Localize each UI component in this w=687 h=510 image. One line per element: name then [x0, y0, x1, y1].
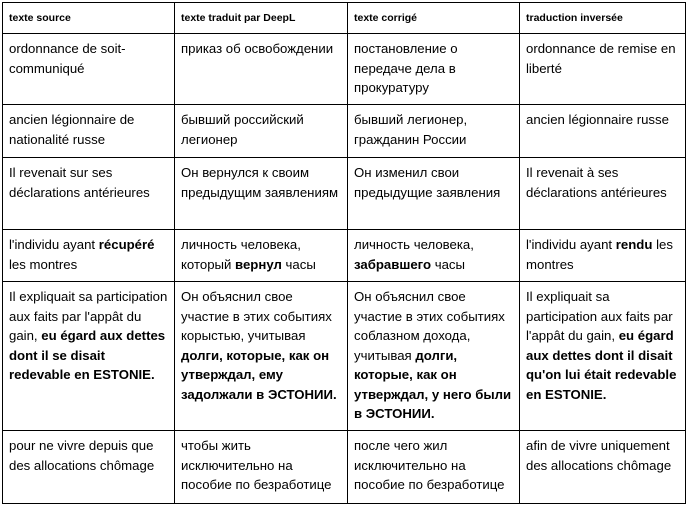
back-translation-cell — [520, 431, 686, 504]
text-segment: Il revenait à ses déclarations antérieures — [526, 165, 667, 200]
source-text-cell — [3, 34, 175, 105]
corrected-text-cell — [348, 230, 520, 282]
text-segment: Он объяснил свое участие в этих событиях соблазном дохода, учитывая — [354, 289, 505, 363]
corrected-text-cell — [348, 158, 520, 230]
table-row — [3, 34, 686, 105]
back-translation-cell — [520, 230, 686, 282]
deepl-translation-cell — [175, 158, 348, 230]
corrected-text-cell — [348, 105, 520, 158]
text-segment: часы — [431, 256, 466, 272]
corrected-text-cell — [348, 431, 520, 504]
header-source-text: texte source — [3, 3, 175, 34]
text-segment: Il expliquait sa participation aux faits par l'appât du gain, — [9, 289, 168, 343]
bold-text-segment: вернул — [235, 256, 282, 272]
bold-text-segment: eu égard aux dettes dont il se disait redevable en ESTONIE. — [9, 328, 166, 382]
header-back-translation: traduction inversée — [520, 3, 686, 34]
deepl-translation-cell — [175, 34, 348, 105]
translation-comparison-table — [2, 2, 686, 504]
table-row — [3, 105, 686, 158]
text-segment: бывший российский легионер — [181, 112, 304, 147]
table-header-row — [3, 3, 686, 34]
text-segment: Il expliquait sa participation aux faits par l'appât du gain, — [526, 289, 673, 343]
deepl-translation-cell — [175, 230, 348, 282]
table-row — [3, 282, 686, 431]
back-translation-cell — [520, 105, 686, 158]
text-segment: ancien légionnaire de nationalité russe — [9, 112, 135, 147]
bold-text-segment: долги, которые, как он утверждал, ему задолжали в ЭСТОНИИ. — [181, 347, 337, 402]
text-segment: бывший легионер, гражданин России — [354, 112, 468, 147]
corrected-text-cell — [348, 34, 520, 105]
bold-text-segment: eu égard aux dettes dont il disait qu'on lui était redevable en ESTONIE. — [526, 328, 677, 402]
table-row — [3, 158, 686, 230]
text-segment: постановление о передаче дела в прокуратуру — [354, 41, 458, 95]
text-segment: l'individu ayant — [9, 237, 99, 252]
text-segment: после чего жил исключительно на пособие по безработице — [354, 438, 505, 492]
text-segment: Он вернулся к своим предыдущим заявлениям — [181, 165, 339, 200]
text-segment: ordonnance de soit-communiqué — [9, 41, 126, 76]
source-text-cell — [3, 230, 175, 282]
source-text-cell — [3, 431, 175, 504]
source-text-cell — [3, 158, 175, 230]
source-text-cell — [3, 282, 175, 431]
table-row — [3, 230, 686, 282]
text-segment: чтобы жить исключительно на пособие по безработице — [181, 438, 332, 492]
text-segment: ordonnance de remise en liberté — [526, 41, 676, 76]
text-segment: Он объяснил свое участие в этих событиях корыстью, учитывая — [181, 289, 332, 343]
text-segment: ancien légionnaire russe — [526, 112, 669, 127]
deepl-translation-cell — [175, 282, 348, 431]
text-segment: Il revenait sur ses déclarations antérieures — [9, 165, 150, 200]
text-segment: личность человека, — [354, 237, 474, 252]
bold-text-segment: récupéré — [98, 237, 155, 252]
text-segment: l'individu ayant — [526, 237, 616, 252]
back-translation-cell — [520, 158, 686, 230]
deepl-translation-cell — [175, 431, 348, 504]
text-segment: pour ne vivre depuis que des allocations chômage — [9, 438, 155, 473]
text-segment: les montres — [9, 256, 78, 272]
text-segment: приказ об освобождении — [181, 41, 334, 56]
back-translation-cell — [520, 282, 686, 431]
corrected-text-cell — [348, 282, 520, 431]
text-segment: личность человека, который — [181, 237, 301, 272]
deepl-translation-cell — [175, 105, 348, 158]
table-row — [3, 431, 686, 504]
bold-text-segment: забравшего — [354, 256, 432, 272]
header-corrected-text: texte corrigé — [348, 3, 520, 34]
text-segment: afin de vivre uniquement des allocations chômage — [526, 438, 672, 473]
source-text-cell — [3, 105, 175, 158]
bold-text-segment: rendu — [615, 237, 653, 252]
back-translation-cell — [520, 34, 686, 105]
bold-text-segment: долги, которые, как он утверждал, у него были в ЭСТОНИИ. — [354, 347, 512, 421]
header-deepl-translation: texte traduit par DeepL — [175, 3, 348, 34]
text-segment: les montres — [526, 237, 673, 272]
text-segment: Он изменил свои предыдущие заявления — [354, 165, 501, 200]
text-segment: часы — [281, 256, 316, 272]
